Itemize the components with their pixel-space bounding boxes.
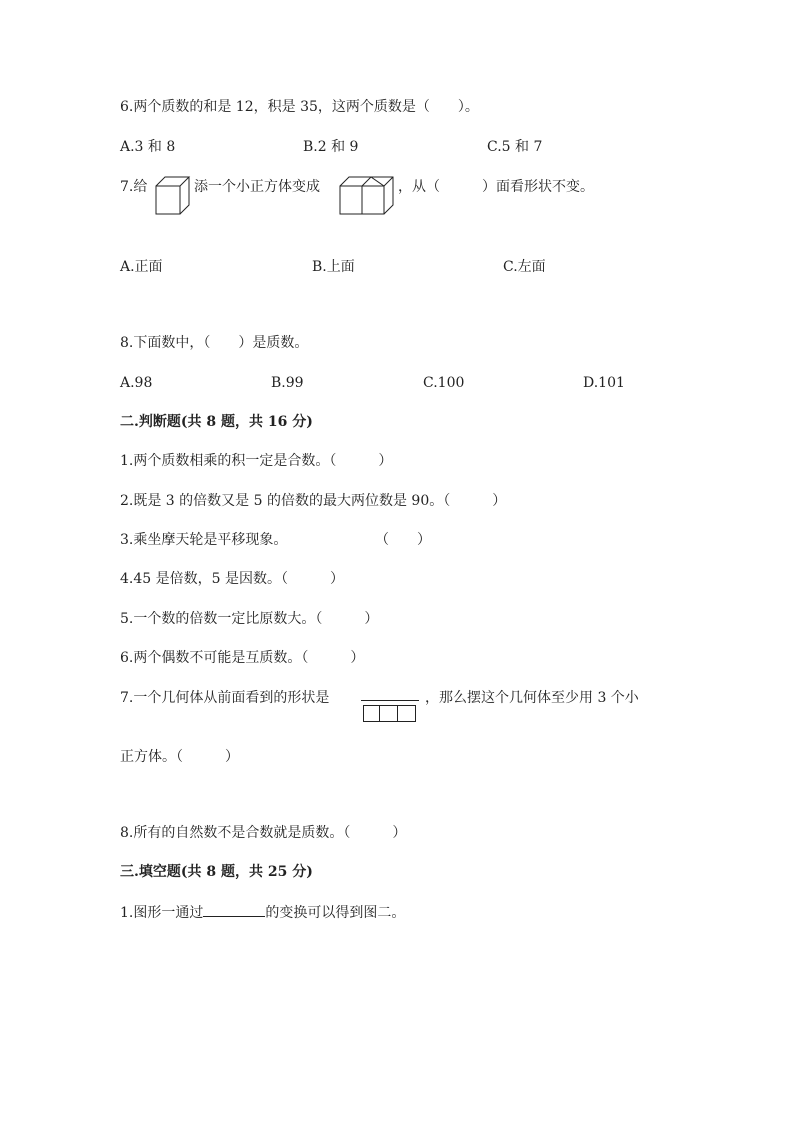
q7-prefix: 7.给 (120, 179, 148, 195)
front-view-three-squares-figure (361, 698, 419, 724)
judge-item-7-part1: 7.一个几何体从前面看到的形状是 (120, 690, 330, 706)
judge-item-3: 3.乘坐摩天轮是平移现象。 (120, 532, 288, 548)
q6-stem: 6.两个质数的和是 12，积是 35，这两个质数是（ ）。 (120, 99, 479, 115)
q7-middle: 添一个小正方体变成 (194, 179, 320, 195)
q8-stem: 8.下面数中，（ ）是质数。 (120, 335, 309, 351)
single-cube-figure (155, 176, 191, 216)
judge-item-8: 8.所有的自然数不是合数就是质数。（ ） (120, 825, 407, 841)
q8-option-a[interactable]: A.98 (120, 375, 153, 391)
q7-option-c[interactable]: C.左面 (503, 259, 546, 275)
fill-item-1-before: 1.图形一通过 (120, 905, 204, 921)
fill-item-1-after: 的变换可以得到图二。 (265, 905, 406, 921)
q8-option-d[interactable]: D.101 (583, 375, 625, 391)
q7-option-a[interactable]: A.正面 (120, 259, 163, 275)
judge-item-3-bracket: （ ） (375, 532, 431, 548)
q7-suffix: ，从（ ）面看形状不变。 (398, 179, 594, 195)
combined-cubes-figure (339, 176, 397, 216)
judge-item-1: 1.两个质数相乘的积一定是合数。（ ） (120, 453, 393, 469)
q6-option-b[interactable]: B.2 和 9 (303, 139, 359, 155)
q8-option-c[interactable]: C.100 (423, 375, 465, 391)
judge-item-7-part2: ，那么摆这个几何体至少用 3 个小 (425, 690, 639, 706)
fill-item-1-blank[interactable] (203, 902, 265, 917)
judge-item-5: 5.一个数的倍数一定比原数大。（ ） (120, 611, 379, 627)
judge-item-6: 6.两个偶数不可能是互质数。（ ） (120, 650, 365, 666)
judge-item-4: 4.45 是倍数，5 是因数。（ ） (120, 571, 344, 587)
fill-item-1 (120, 902, 405, 923)
q6-option-c[interactable]: C.5 和 7 (487, 139, 543, 155)
q8-option-b[interactable]: B.99 (271, 375, 304, 391)
section3-heading: 三.填空题(共 8 题，共 25 分) (120, 864, 313, 880)
section2-heading: 二.判断题(共 8 题，共 16 分) (120, 414, 313, 430)
judge-item-2: 2.既是 3 的倍数又是 5 的倍数的最大两位数是 90。（ ） (120, 493, 507, 509)
q7-option-b[interactable]: B.上面 (312, 259, 355, 275)
judge-item-7-part3: 正方体。（ ） (120, 749, 239, 765)
q6-option-a[interactable]: A.3 和 8 (120, 139, 176, 155)
